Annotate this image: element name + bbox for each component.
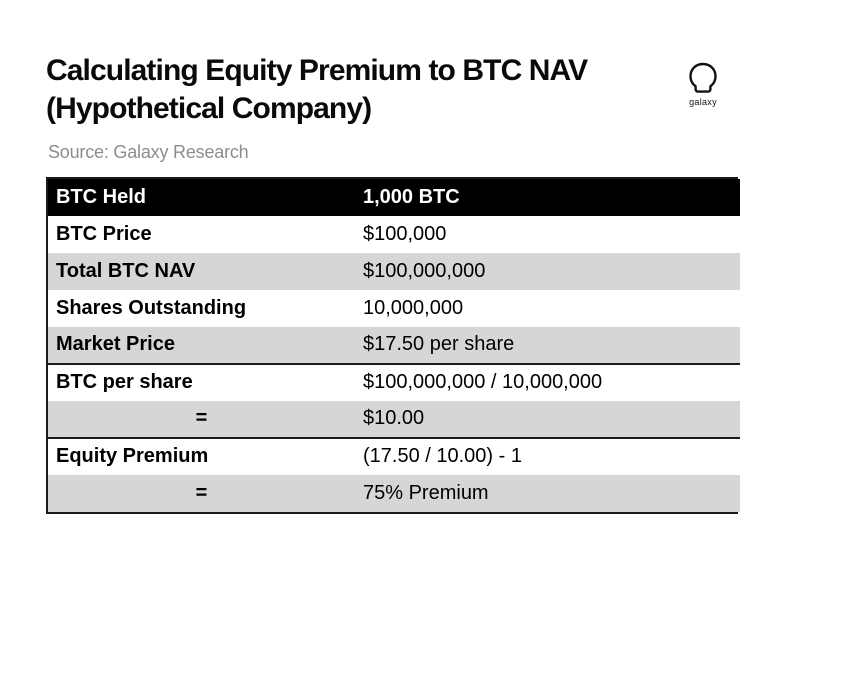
row-value: $100,000	[355, 216, 740, 253]
table-row	[48, 364, 740, 401]
row-label: BTC per share	[48, 364, 355, 401]
row-label: Equity Premium	[48, 438, 355, 475]
row-value: 10,000,000	[355, 290, 740, 327]
row-value: (17.50 / 10.00) - 1	[355, 438, 740, 475]
table-body	[48, 179, 740, 512]
row-label: BTC Price	[48, 216, 355, 253]
galaxy-logo-icon	[676, 62, 730, 94]
nav-table-container	[46, 177, 738, 514]
galaxy-wordmark: galaxy	[689, 97, 717, 107]
row-value: $100,000,000	[355, 253, 740, 290]
table-row	[48, 327, 740, 364]
title-block	[46, 52, 738, 129]
table-row	[48, 253, 740, 290]
equity-premium-table	[48, 179, 740, 512]
table-row	[48, 438, 740, 475]
table-row	[48, 216, 740, 253]
row-label: Market Price	[48, 327, 355, 364]
table-row	[48, 179, 740, 216]
row-value: $100,000,000 / 10,000,000	[355, 364, 740, 401]
row-label: Shares Outstanding	[48, 290, 355, 327]
table-row	[48, 290, 740, 327]
row-value: 1,000 BTC	[355, 179, 740, 216]
table-row	[48, 401, 740, 438]
source-caption: Source: Galaxy Research	[48, 141, 249, 162]
row-label: =	[48, 475, 355, 512]
row-value: $17.50 per share	[355, 327, 740, 364]
row-label: Total BTC NAV	[48, 253, 355, 290]
row-label: =	[48, 401, 355, 438]
table-row	[48, 475, 740, 512]
row-value: $10.00	[355, 401, 740, 438]
galaxy-logo	[676, 62, 730, 107]
row-label: BTC Held	[48, 179, 355, 216]
page-title: Calculating Equity Premium to BTC NAV (Hypothetical Company)	[46, 54, 588, 126]
row-value: 75% Premium	[355, 475, 740, 512]
